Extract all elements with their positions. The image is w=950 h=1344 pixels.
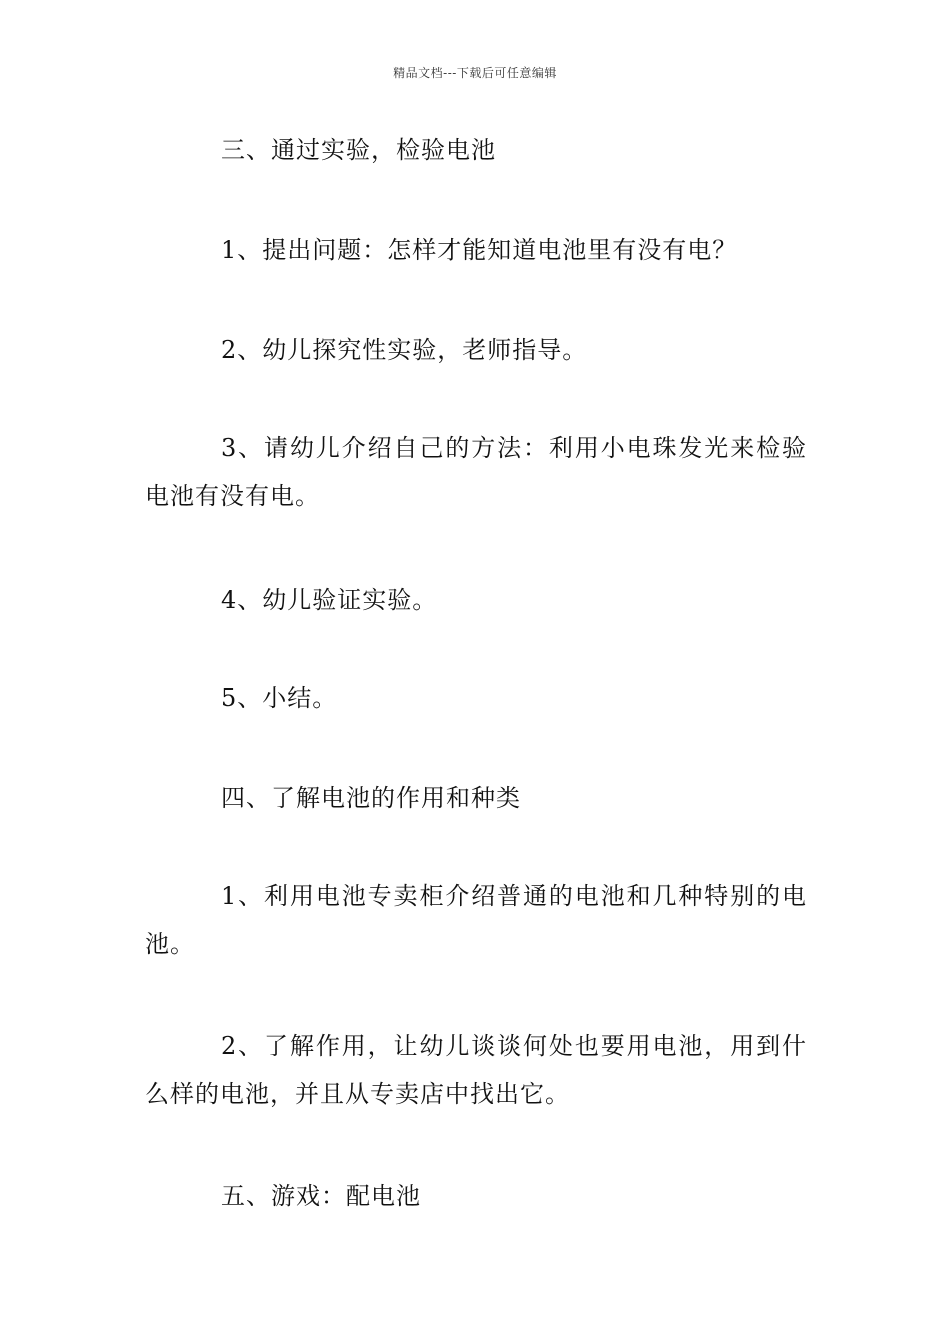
paragraph-item: 4、幼儿验证实验。 — [221, 586, 438, 614]
paragraph-item: 5、小结。 — [221, 684, 338, 712]
section-heading-4: 四、了解电池的作用和种类 — [221, 784, 521, 812]
section-heading-3: 三、通过实验，检验电池 — [221, 136, 496, 164]
section-heading-5: 五、游戏：配电池 — [221, 1182, 421, 1210]
page-header: 精品文档---下载后可任意编辑 — [393, 66, 557, 80]
paragraph-item: 2、幼儿探究性实验，老师指导。 — [221, 336, 588, 364]
paragraph-item: 2、了解作用，让幼儿谈谈何处也要用电池，用到什么样的电池，并且从专卖店中找出它。 — [145, 1032, 807, 1108]
paragraph-item: 3、请幼儿介绍自己的方法：利用小电珠发光来检验电池有没有电。 — [145, 434, 807, 510]
paragraph-item: 1、提出问题：怎样才能知道电池里有没有电？ — [221, 236, 738, 264]
paragraph-item: 1、利用电池专卖柜介绍普通的电池和几种特别的电池。 — [145, 882, 807, 958]
